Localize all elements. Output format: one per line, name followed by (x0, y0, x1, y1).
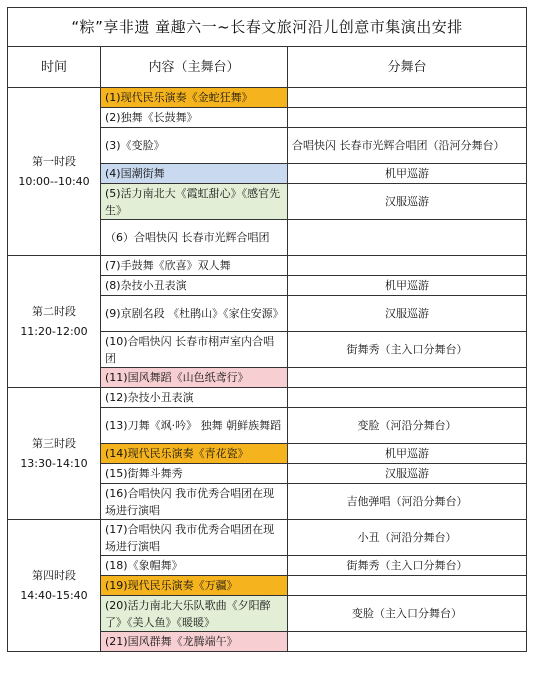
side-stage-act: 汉服巡游 (288, 296, 527, 332)
time-slot-range: 11:20-12:00 (20, 324, 88, 338)
main-stage-act: (10)合唱快闪 长春市栩声室内合唱团 (101, 332, 288, 368)
schedule-row (8, 88, 527, 108)
title-row (8, 8, 527, 47)
main-stage-act: (13)刀舞《飒·吟》 独舞 朝鲜族舞蹈 (101, 408, 288, 444)
side-stage-act: 变脸（主入口分舞台） (288, 596, 527, 632)
schedule-table (7, 7, 527, 652)
page-title: “粽”享非遗 童趣六一~长春文旅河沿儿创意市集演出安排 (8, 8, 527, 47)
side-stage-act: 吉他弹唱（河沿分舞台） (288, 484, 527, 520)
side-stage-act (288, 576, 527, 596)
main-stage-act: (15)街舞斗舞秀 (101, 464, 288, 484)
schedule-row (8, 388, 527, 408)
time-slot-cell (8, 256, 101, 388)
side-stage-act: 街舞秀（主入口分舞台） (288, 332, 527, 368)
side-stage-act (288, 108, 527, 128)
main-stage-act: (16)合唱快闪 我市优秀合唱团在现场进行演唱 (101, 484, 288, 520)
schedule-body (8, 88, 527, 652)
main-stage-act: (12)杂技小丑表演 (101, 388, 288, 408)
side-stage-act (288, 368, 527, 388)
time-slot-range: 14:40-15:40 (20, 588, 88, 602)
side-stage-act: 机甲巡游 (288, 444, 527, 464)
header-row (8, 47, 527, 88)
schedule-row (8, 520, 527, 556)
main-stage-act: (19)现代民乐演奏《万疆》 (101, 576, 288, 596)
main-stage-act: (5)活力南北大《霞虹甜心》《感官先生》 (101, 184, 288, 220)
main-stage-act: (3)《变脸》 (101, 128, 288, 164)
time-slot-label: 第二时段 (32, 304, 76, 318)
time-slot-cell (8, 88, 101, 256)
main-stage-act: (1)现代民乐演奏《金蛇狂舞》 (101, 88, 288, 108)
side-stage-act: 机甲巡游 (288, 276, 527, 296)
main-stage-act: (11)国风舞蹈《山色纸鸢行》 (101, 368, 288, 388)
header-side-stage: 分舞台 (288, 47, 527, 88)
side-stage-act (288, 256, 527, 276)
side-stage-act: 小丑（河沿分舞台） (288, 520, 527, 556)
main-stage-act: (21)国风群舞《龙腾端午》 (101, 632, 288, 652)
header-time: 时间 (8, 47, 101, 88)
side-stage-act: 汉服巡游 (288, 464, 527, 484)
time-slot-range: 10:00--10:40 (18, 174, 90, 188)
main-stage-act: (4)国潮街舞 (101, 164, 288, 184)
side-stage-act: 变脸（河沿分舞台） (288, 408, 527, 444)
time-slot-range: 13:30-14:10 (20, 456, 88, 470)
time-slot-label: 第四时段 (32, 568, 76, 582)
side-stage-act (288, 632, 527, 652)
main-stage-act: (7)手鼓舞《欣喜》双人舞 (101, 256, 288, 276)
side-stage-act: 合唱快闪 长春市光辉合唱团（沿河分舞台） (288, 128, 527, 164)
main-stage-act: (14)现代民乐演奏《青花瓷》 (101, 444, 288, 464)
side-stage-act (288, 88, 527, 108)
time-slot-cell (8, 520, 101, 652)
main-stage-act: (9)京剧名段 《杜鹃山》《家住安源》 (101, 296, 288, 332)
time-slot-cell (8, 388, 101, 520)
side-stage-act (288, 388, 527, 408)
main-stage-act: (2)独舞《长鼓舞》 (101, 108, 288, 128)
main-stage-act: (18)《象帽舞》 (101, 556, 288, 576)
main-stage-act: （6）合唱快闪 长春市光辉合唱团 (101, 220, 288, 256)
side-stage-act: 街舞秀（主入口分舞台） (288, 556, 527, 576)
side-stage-act (288, 220, 527, 256)
side-stage-act: 机甲巡游 (288, 164, 527, 184)
side-stage-act: 汉服巡游 (288, 184, 527, 220)
time-slot-label: 第三时段 (32, 436, 76, 450)
schedule-row (8, 256, 527, 276)
header-main-stage: 内容（主舞台） (101, 47, 288, 88)
main-stage-act: (20)活力南北大乐队歌曲《夕阳醉了》《美人鱼》《暖暖》 (101, 596, 288, 632)
main-stage-act: (8)杂技小丑表演 (101, 276, 288, 296)
time-slot-label: 第一时段 (32, 154, 76, 168)
main-stage-act: (17)合唱快闪 我市优秀合唱团在现场进行演唱 (101, 520, 288, 556)
